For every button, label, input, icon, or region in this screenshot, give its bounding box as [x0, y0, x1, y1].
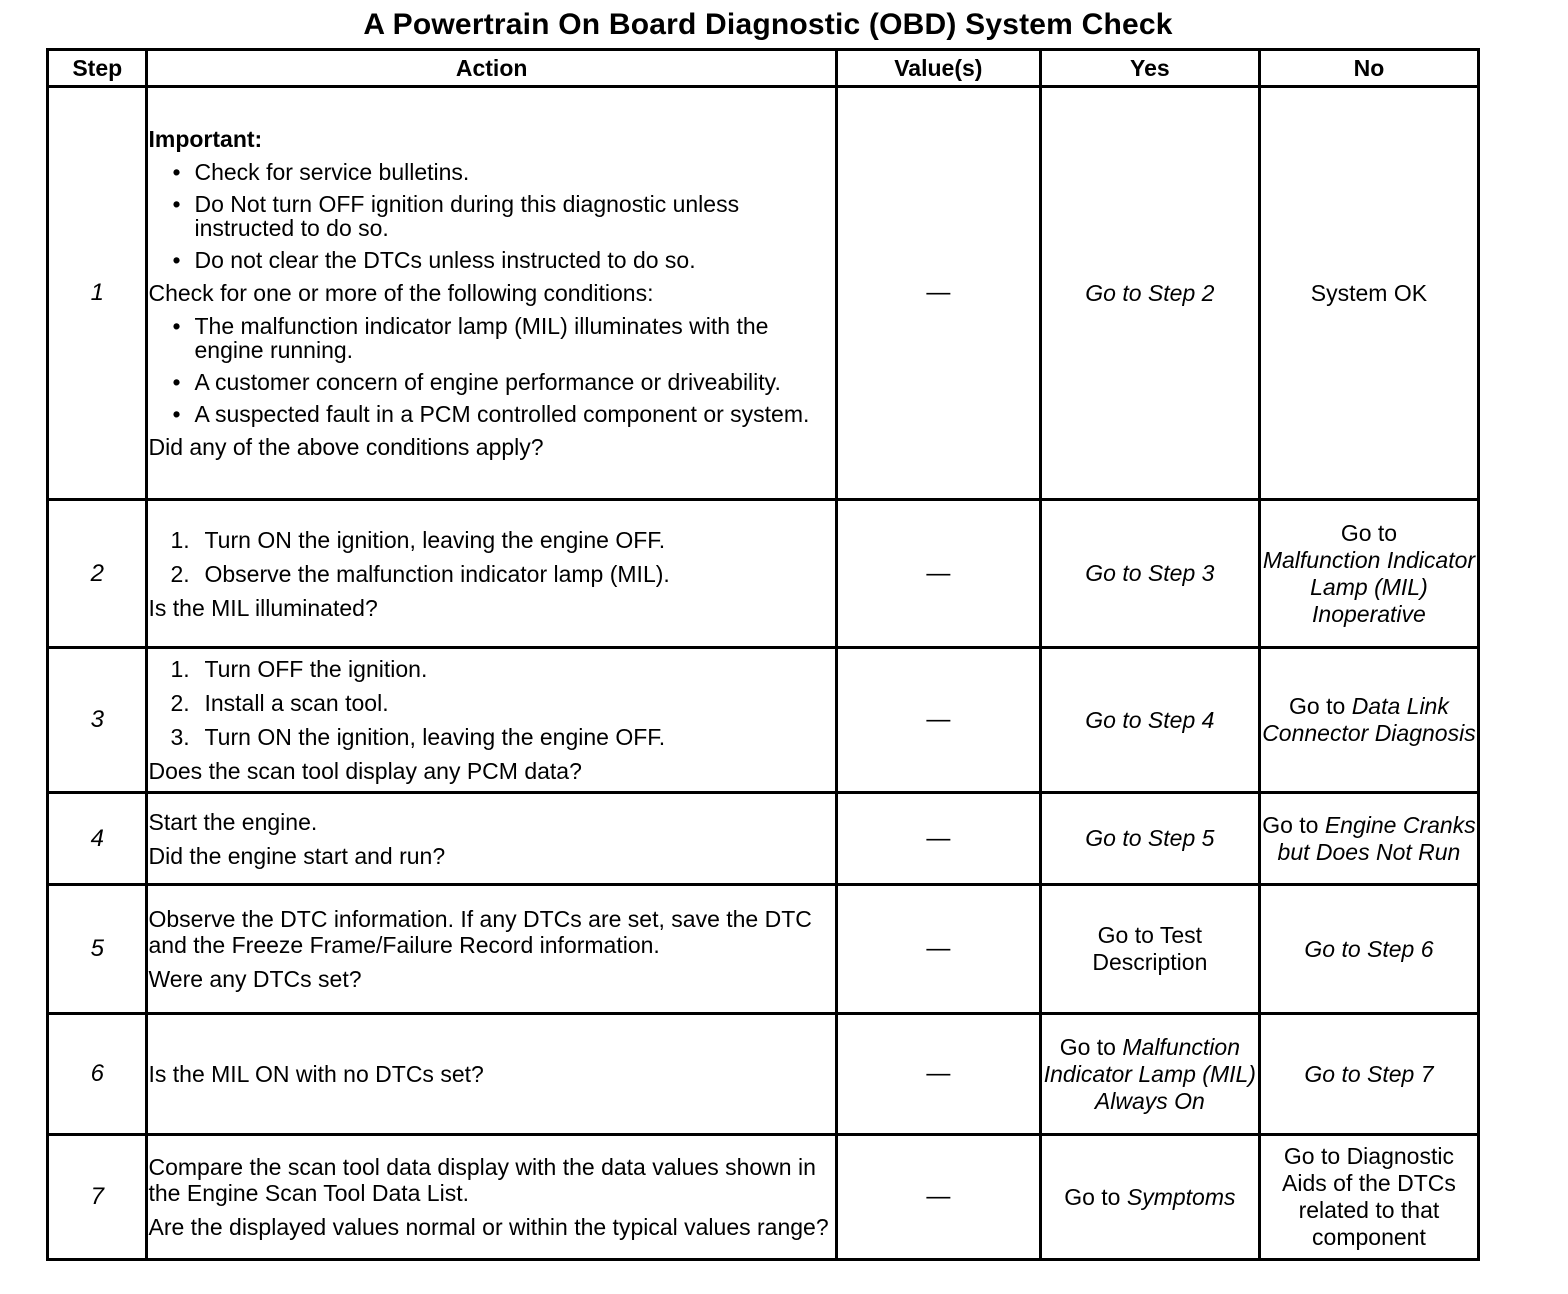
step-number: 1 — [48, 87, 147, 500]
numbered-step: 3. Turn ON the ignition, leaving the engine OFF. — [170, 724, 666, 750]
table-header-row — [48, 50, 1479, 87]
action-cell — [147, 885, 836, 1014]
table-row-step-7 — [48, 1135, 1479, 1260]
no-cell: Go to Engine Cranks but Does Not Run — [1259, 793, 1478, 885]
step-number: 3 — [48, 648, 147, 793]
numbered-step: 1. Turn ON the ignition, leaving the engine OFF. — [170, 526, 666, 553]
step-number: 4 — [48, 793, 147, 885]
value-cell: — — [836, 1135, 1040, 1260]
step-number: 7 — [48, 1135, 147, 1260]
yes-cell: Go to Step 4 — [1040, 648, 1259, 793]
no-cell: System OK — [1259, 87, 1478, 500]
bullet-item: • Do not clear the DTCs unless instructed to do so. — [148, 248, 834, 272]
action-cell — [147, 500, 836, 648]
value-cell: — — [836, 648, 1040, 793]
action-cell — [147, 648, 836, 793]
bullet-item: • Do Not turn OFF ignition during this diagnostic unless instructed to do so. — [148, 192, 834, 240]
step-number: 6 — [48, 1014, 147, 1135]
action-cell — [147, 87, 836, 500]
no-cell: Go to Data Link Connector Diagnosis — [1259, 648, 1478, 793]
action-text: Start the engine. — [148, 808, 318, 835]
step-number: 2 — [48, 500, 147, 648]
header-no: No — [1259, 50, 1478, 87]
obd-check-table — [46, 48, 1480, 1261]
header-step: Step — [48, 50, 147, 87]
header-yes: Yes — [1040, 50, 1259, 87]
table-row-step-5 — [48, 885, 1479, 1014]
table-row-step-2 — [48, 500, 1479, 648]
value-cell: — — [836, 1014, 1040, 1135]
table-row-step-4 — [48, 793, 1479, 885]
bullet-item: • A suspected fault in a PCM controlled component or system. — [148, 402, 834, 426]
action-question: Is the MIL illuminated? — [148, 594, 378, 621]
bullet-item: • Check for service bulletins. — [148, 160, 834, 184]
action-question: Did the engine start and run? — [148, 842, 446, 869]
action-cell — [147, 793, 836, 885]
action-cell — [147, 1135, 836, 1260]
yes-cell: Go to Malfunction Indicator Lamp (MIL) Always On — [1040, 1014, 1259, 1135]
action-cell — [147, 1014, 836, 1135]
numbered-step: 1. Turn OFF the ignition. — [170, 656, 428, 682]
value-cell: — — [836, 793, 1040, 885]
action-question: Does the scan tool display any PCM data? — [148, 758, 582, 784]
table-row-step-6 — [48, 1014, 1479, 1135]
yes-cell: Go to Symptoms — [1040, 1135, 1259, 1260]
important-label: Important: — [148, 126, 263, 152]
numbered-step: 2. Observe the malfunction indicator lamp (MIL). — [170, 560, 670, 587]
bullet-item: • The malfunction indicator lamp (MIL) illuminates with the engine running. — [148, 314, 834, 362]
action-text: Observe the DTC information. If any DTCs are set, save the DTC and the Freeze Frame/Failure Record information. — [148, 906, 812, 958]
table-row-step-3 — [48, 648, 1479, 793]
no-cell: Go to Diagnostic Aids of the DTCs related to that component — [1259, 1135, 1478, 1260]
conditions-intro: Check for one or more of the following conditions: — [148, 280, 654, 306]
page-title: A Powertrain On Board Diagnostic (OBD) System Check — [363, 8, 1173, 41]
action-question: Is the MIL ON with no DTCs set? — [148, 1061, 484, 1087]
bullet-item: • A customer concern of engine performance or driveability. — [148, 370, 834, 394]
action-question: Are the displayed values normal or within the typical values range? — [148, 1214, 829, 1240]
table-row-step-1 — [48, 87, 1479, 500]
action-text: Compare the scan tool data display with the data values shown in the Engine Scan Tool Data List. — [148, 1154, 816, 1206]
no-cell: Go to Step 7 — [1259, 1014, 1478, 1135]
action-question: Were any DTCs set? — [148, 966, 362, 992]
no-cell: Go to Malfunction Indicator Lamp (MIL) Inoperative — [1259, 500, 1478, 648]
value-cell: — — [836, 500, 1040, 648]
step-number: 5 — [48, 885, 147, 1014]
yes-cell: Go to Test Description — [1040, 885, 1259, 1014]
yes-cell: Go to Step 2 — [1040, 87, 1259, 500]
yes-cell: Go to Step 3 — [1040, 500, 1259, 648]
numbered-step: 2. Install a scan tool. — [170, 690, 389, 716]
action-question: Did any of the above conditions apply? — [148, 434, 544, 460]
header-values: Value(s) — [836, 50, 1040, 87]
header-action: Action — [147, 50, 836, 87]
value-cell: — — [836, 885, 1040, 1014]
yes-cell: Go to Step 5 — [1040, 793, 1259, 885]
no-cell: Go to Step 6 — [1259, 885, 1478, 1014]
value-cell: — — [836, 87, 1040, 500]
